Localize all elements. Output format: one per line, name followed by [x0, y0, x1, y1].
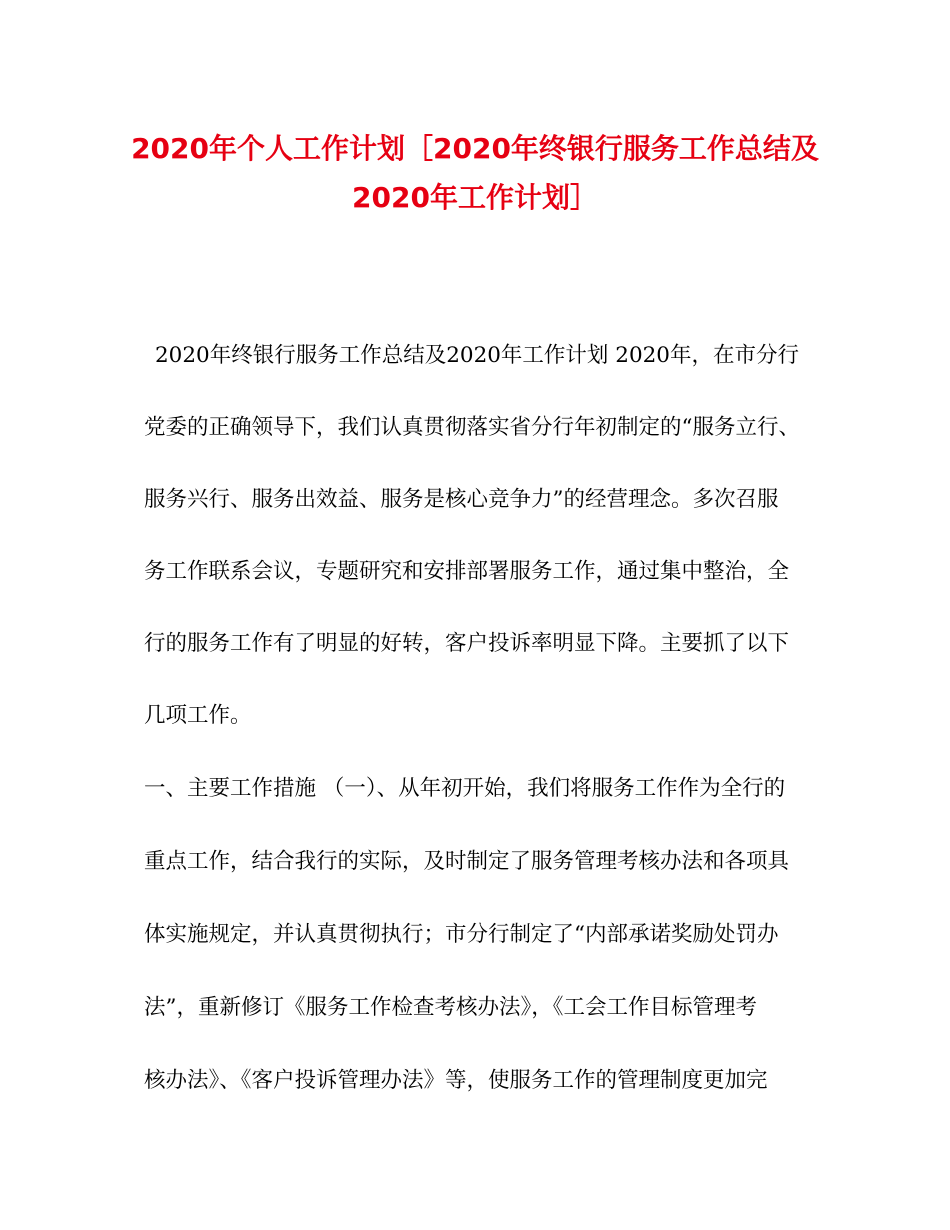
body-line-3: 服务兴行、服务出效益、服务是核心竞争力”的经营理念。多次召服: [144, 487, 779, 512]
body-line-8: 重点工作，结合我行的实际，及时制定了服务管理考核办法和各项具: [144, 849, 790, 874]
body-line-1: 2020年终银行服务工作总结及2020年工作计划 2020年，在市分行: [155, 343, 799, 368]
document-title-line-1: 2020年个人工作计划［2020年终银行服务工作总结及: [131, 132, 819, 165]
body-line-10: 法”，重新修订《服务工作检查考核办法》，《工会工作目标管理考: [144, 995, 757, 1020]
body-line-9: 体实施规定，并认真贯彻执行；市分行制定了“内部承诺奖励处罚办: [144, 922, 779, 947]
body-line-5: 行的服务工作有了明显的好转，客户投诉率明显下降。主要抓了以下: [144, 631, 790, 656]
body-line-4: 务工作联系会议，专题研究和安排部署服务工作，通过集中整治，全: [144, 559, 790, 584]
body-line-6: 几项工作。: [144, 703, 252, 728]
body-line-7: 一、主要工作措施 （一）、从年初开始，我们将服务工作作为全行的: [144, 776, 786, 801]
body-line-11: 核办法》、《客户投诉管理办法》等，使服务工作的管理制度更加完: [144, 1068, 768, 1093]
document-title-line-2: 2020年工作计划］: [352, 181, 598, 214]
body-line-2: 党委的正确领导下，我们认真贯彻落实省分行年初制定的“服务立行、: [144, 415, 800, 440]
